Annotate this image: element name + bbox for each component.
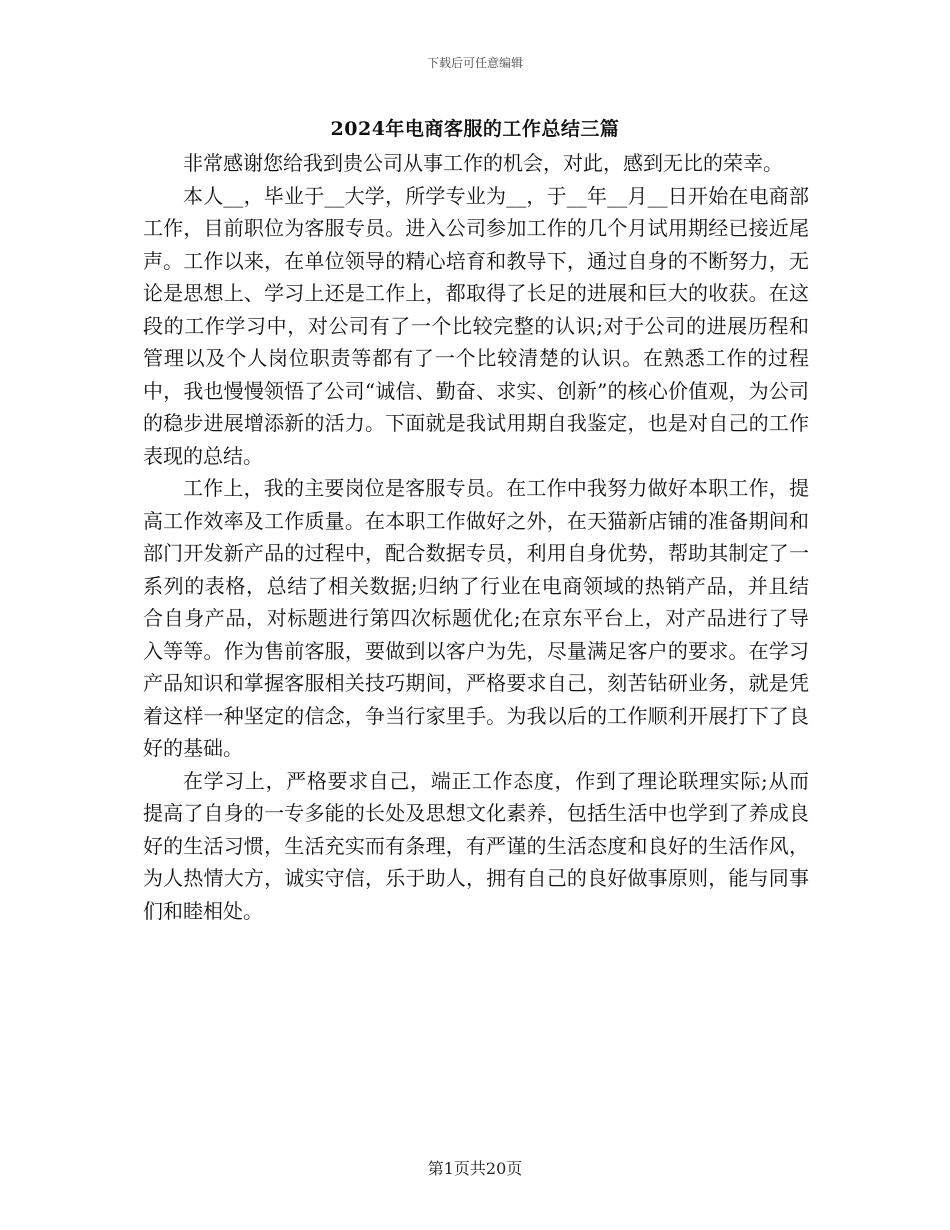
paragraph-4: 在学习上，严格要求自己，端正工作态度，作到了理论联理实际;从而提高了自身的一专多能的长处及思想文化素养，包括生活中也学到了养成良好的生活习惯，生活充实而有条理，有严谨的生活态度和良好的生活作风，为人热情大方，诚实守信，乐于助人，拥有自己的良好做事原则，能与同事们和睦相处。 [143, 768, 809, 923]
document-body [143, 147, 809, 927]
paragraph-3: 工作上，我的主要岗位是客服专员。在工作中我努力做好本职工作，提高工作效率及工作质量。在本职工作做好之外，在天猫新店铺的准备期间和部门开发新产品的过程中，配合数据专员，利用自身优势，帮助其制定了一系列的表格，总结了相关数据;归纳了行业在电商领域的热销产品，并且结合自身产品，对标题进行第四次标题优化;在京东平台上，对产品进行了导入等等。作为售前客服，要做到以客户为先，尽量满足客户的要求。在学习产品知识和掌握客服相关技巧期间，严格要求自己，刻苦钻研业务，就是凭着这样一种坚定的信念，争当行家里手。为我以后的工作顺利开展打下了良好的基础。 [143, 476, 809, 760]
paragraph-2: 本人__，毕业于__大学，所学专业为__，于__年__月__日开始在电商部工作，目前职位为客服专员。进入公司参加工作的几个月试用期经已接近尾声。工作以来，在单位领导的精心培育和教导下，通过自身的不断努力，无论是思想上、学习上还是工作上，都取得了长足的进展和巨大的收获。在这段的工作学习中，对公司有了一个比较完整的认识;对于公司的进展历程和管理以及个人岗位职责等都有了一个比较清楚的认识。在熟悉工作的过程中，我也慢慢领悟了公司“诚信、勤奋、求实、创新”的核心价值观，为公司的稳步进展增添新的活力。下面就是我试用期自我鉴定，也是对自己的工作表现的总结。 [143, 183, 809, 468]
document-title: 2024年电商客服的工作总结三篇 [330, 118, 620, 140]
header-note: 下载后可任意编辑 [426, 56, 523, 70]
paragraph-1: 非常感谢您给我到贵公司从事工作的机会，对此，感到无比的荣幸。 [183, 151, 783, 175]
page-number: 第1页共20页 [427, 1159, 523, 1178]
